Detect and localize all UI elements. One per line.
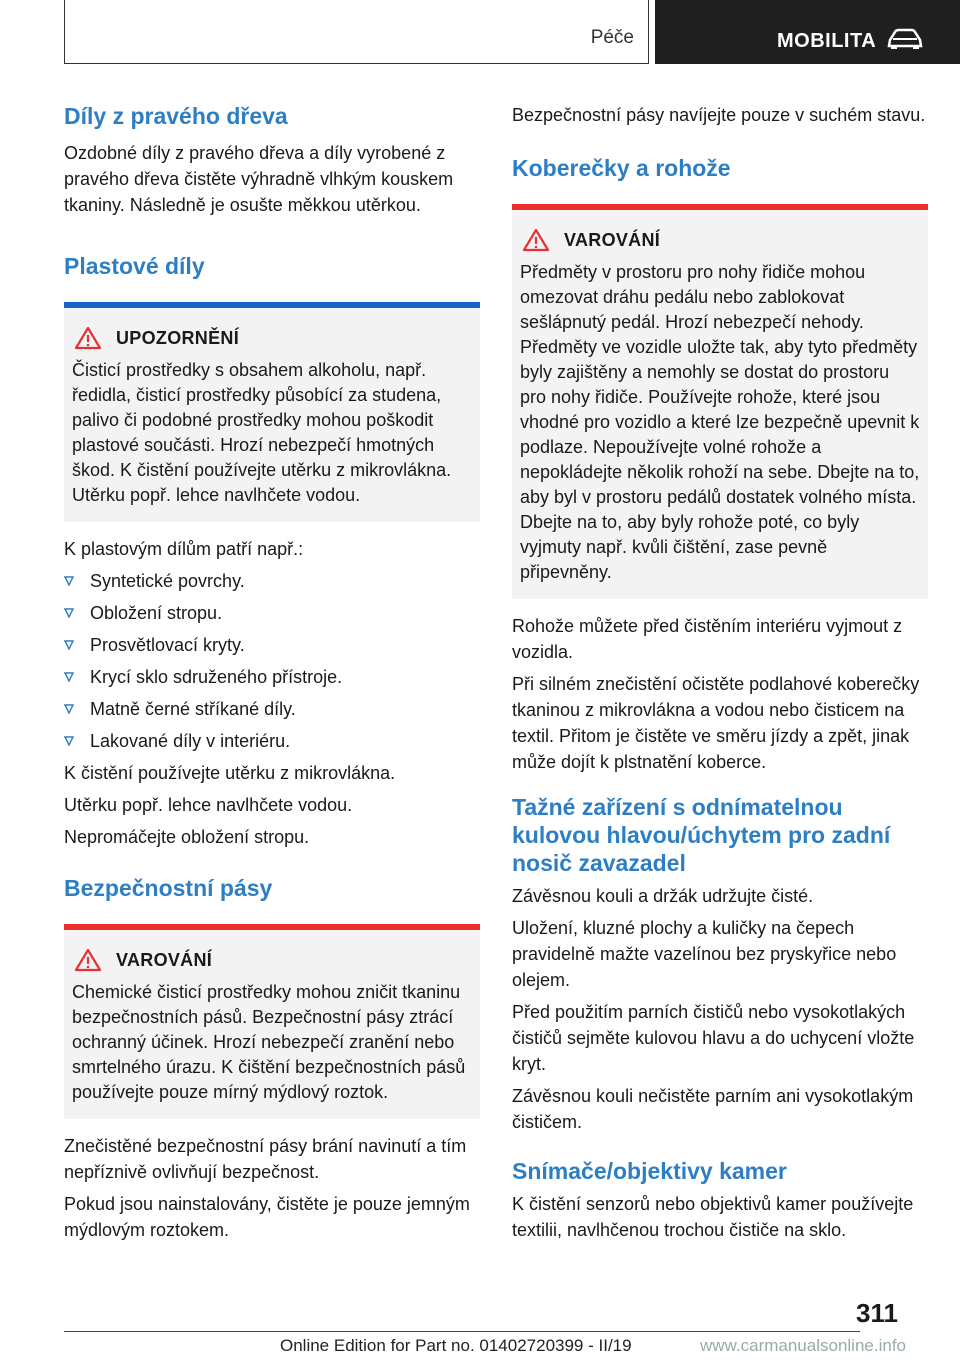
triangle-bullet-icon (64, 640, 74, 650)
heading-wood: Díly z pravého dřeva (64, 103, 288, 129)
heading-belts: Bezpečnostní pásy (64, 875, 273, 901)
page-number: 311 (856, 1298, 898, 1328)
warning-box-belts (64, 924, 480, 1119)
paragraph-tow-2: Uložení, kluzné plochy a kuličky na čepech pravidelně mažte vazelínou bez pryskyřice nebo olejem. (512, 918, 897, 990)
footer-watermark: www.carmanualsonline.info (700, 1336, 906, 1355)
left-column (64, 102, 480, 1243)
list-item: Obložení stropu. (64, 600, 480, 626)
heading-plastic: Plastové díly (64, 253, 205, 279)
warning-triangle-icon (74, 948, 102, 972)
heading-mats: Koberečky a rohože (512, 155, 731, 181)
car-icon (887, 28, 923, 50)
footer-edition: Online Edition for Part no. 01402720399 - II/19 (280, 1336, 632, 1355)
paragraph-belts-3: Bezpečnostní pásy navíjejte pouze v suchém stavu. (512, 105, 926, 125)
paragraph-belts-2: Pokud jsou nainstalovány, čistěte je pouze jemným mýdlovým roztokem. (64, 1194, 470, 1240)
triangle-bullet-icon (64, 704, 74, 714)
heading-tow: Tažné zařízení s odnímatelnou kulovou hlavou/úchytem pro zadní nosič zavazadel (512, 794, 891, 876)
paragraph-plastic-2: Utěrku popř. lehce navlhčete vodou. (64, 795, 353, 815)
paragraph-tow-4: Závěsnou kouli nečistěte parním ani vysokotlakým čističem. (512, 1086, 914, 1132)
heading-cameras: Snímače/objektivy kamer (512, 1158, 787, 1184)
warning-text: Předměty v prostoru pro nohy řidiče mohou omezovat dráhu pedálu nebo zablokovat sešlápnutý pedál. Hrozí nebezpečí nehody. Předměty ve vozidle uložte tak, aby tyto předměty byly zajištěny a nemohly se dostat do prostoru pro nohy řidiče. Používejte rohože, které jsou vhodné pro vozidlo a které lze bezpečně upevnit k podlaze. Nepoužívejte volné rohože a nepokládejte několik rohoží na sebe. Dbejte na to, aby byl v prostoru pedálů dostatek volného místa. Dbejte na to, aby byly rohože poté, co byly vyjmuty např. kvůli čištění, zase pevně připevněny. (520, 262, 920, 582)
list-item: Syntetické povrchy. (64, 568, 480, 594)
header-chapter-box (655, 0, 960, 64)
right-column (512, 102, 928, 1243)
header-section-label: Péče (590, 27, 634, 48)
paragraph-plastic-intro: K plastovým dílům patří např.: (64, 539, 304, 559)
paragraph-mats-1: Rohože můžete před čistěním interiéru vyjmout z vozidla. (512, 616, 903, 662)
paragraph-plastic-3: Nepromáčejte obložení stropu. (64, 827, 310, 847)
header-chapter-label: MOBILITA (777, 30, 877, 52)
warning-triangle-icon (522, 228, 550, 252)
caution-text: Čisticí prostředky s obsahem alkoholu, např. ředidla, čisticí prostředky působící za studena, palivo či podobné prostředky mohou poškodit plastové součásti. Hrozí nebezpečí hmotných škod. K čistění používejte utěrku z mikrovlákna. Utěrku popř. lehce navlhčete vodou. (72, 360, 452, 505)
warning-title: VAROVÁNÍ (116, 949, 213, 970)
caution-box-plastic (64, 302, 480, 522)
triangle-bullet-icon (64, 608, 74, 618)
caution-title: UPOZORNĚNÍ (116, 327, 240, 348)
paragraph-belts-1: Znečistěné bezpečnostní pásy brání navinutí a tím nepříznivě ovlivňují bezpečnost. (64, 1136, 467, 1182)
triangle-bullet-icon (64, 672, 74, 682)
footer-divider (64, 1331, 860, 1332)
list-item: Prosvětlovací kryty. (64, 632, 480, 658)
warning-box-mats (512, 204, 928, 599)
paragraph-tow-3: Před použitím parních čističů nebo vysokotlakých čističů sejměte kulovou hlavu a do uchycení vložte kryt. (512, 1002, 915, 1074)
warning-triangle-icon (74, 326, 102, 350)
warning-title: VAROVÁNÍ (564, 229, 661, 250)
paragraph-plastic-1: K čistění používejte utěrku z mikrovlákna. (64, 763, 396, 783)
list-item: Krycí sklo sdruženého přístroje. (64, 664, 480, 690)
header-section-box (64, 0, 649, 64)
paragraph-wood: Ozdobné díly z pravého dřeva a díly vyrobené z pravého dřeva čistěte výhradně vlhkým kouskem tkaniny. Následně je osušte měkkou utěrkou. (64, 143, 454, 215)
triangle-bullet-icon (64, 736, 74, 746)
triangle-bullet-icon (64, 576, 74, 586)
plastic-list (64, 568, 480, 754)
paragraph-cameras: K čistění senzorů nebo objektivů kamer používejte textilii, navlhčenou trochou čističe na sklo. (512, 1194, 914, 1240)
warning-text: Chemické čisticí prostředky mohou zničit tkaninu bezpečnostních pásů. Bezpečnostní pásy ztrácí ochranný účinek. Hrozí nebezpečí zranění nebo smrtelného úrazu. K čištění bezpečnostních pásů používejte pouze mírný mýdlový roztok. (72, 982, 466, 1102)
list-item: Lakované díly v interiéru. (64, 728, 480, 754)
list-item: Matně černé stříkané díly. (64, 696, 480, 722)
paragraph-tow-1: Závěsnou kouli a držák udržujte čisté. (512, 886, 814, 906)
paragraph-mats-2: Při silném znečistění očistěte podlahové koberečky tkaninou z mikrovlákna a vodou nebo čisticem na textil. Přitom je čistěte ve směru jízdy a zpět, jinak může dojít k plstnatění koberce. (512, 674, 920, 772)
